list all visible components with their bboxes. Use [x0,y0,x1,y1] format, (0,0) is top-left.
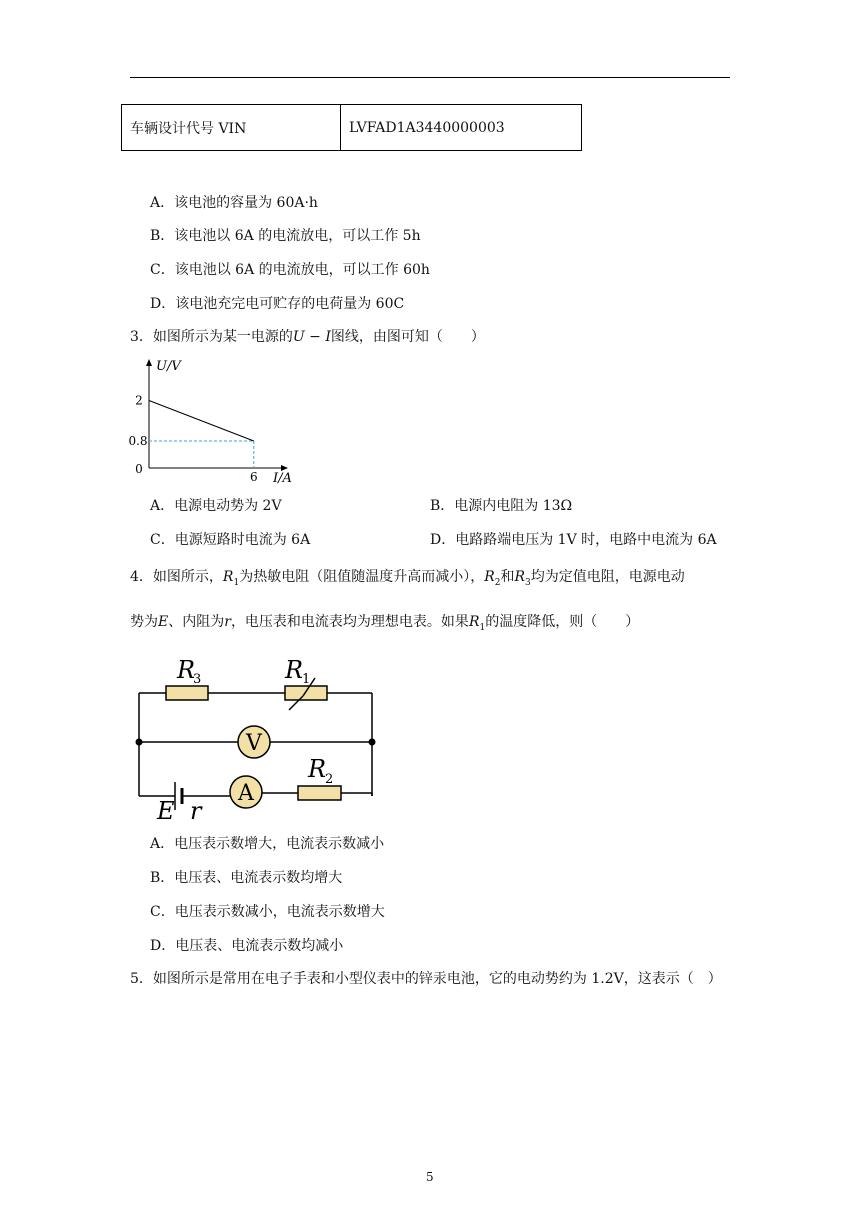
junction-dot [136,739,143,746]
symbol-r1: R [222,569,234,585]
q4-text: 4．如图所示， [130,569,223,585]
label-r1: R [285,656,304,684]
q3-stem [130,327,485,347]
header-rule [130,77,730,78]
q4-option-c: C．电压表示数减小，电流表示数增大 [150,904,385,920]
series-line [149,401,254,442]
label-r1-sub: 1 [302,672,311,687]
symbol-e: E [158,614,169,630]
q2-option-a: A．该电池的容量为 60A·h [150,195,318,211]
q4-text: 和 [500,569,515,585]
q3-option-c: C．电源短路时电流为 6A [150,532,311,548]
q4-text: 的温度降低，则（ ） [485,614,640,630]
q4-option-b: B．电压表、电流表示数均增大 [150,870,343,886]
q5-stem: 5．如图所示是常用在电子手表和小型仪表中的锌汞电池，它的电动势约为 1.2V，这表示（ ） [130,971,722,987]
q3-stem-mid: 图线，由图可知（ ） [330,329,485,345]
subscript-3: 3 [525,577,531,588]
label-e: E [157,797,175,825]
u-i-graph [125,352,300,487]
vehicle-info-table [121,104,582,151]
q2-option-d: D．该电池充完电可贮存的电荷量为 60C [150,296,405,312]
page-number: 5 [426,1170,434,1184]
y-tick-label-0-8: 0.8 [128,434,148,448]
symbol-r: r [224,614,231,630]
subscript-2: 2 [494,577,501,588]
label-a: A [238,781,254,806]
x-tick-label-6: 6 [249,470,258,484]
symbol-r2: R [484,569,495,585]
q4-text: ，电压表和电流表均为理想电表。如果 [230,614,469,630]
y-tick-label-2: 2 [135,393,143,408]
q3-option-b: B．电源内电阻为 13Ω [430,498,573,514]
q4-stem-line-1 [130,567,685,593]
label-v: V [246,731,262,756]
symbol-r3: R [514,569,526,585]
table-row [122,105,582,151]
q4-option-a: A．电压表示数增大，电流表示数减小 [150,836,385,852]
label-r2-sub: 2 [325,772,334,787]
junction-dot [369,739,376,746]
label-r3-sub: 3 [193,672,202,687]
resistor-r2 [298,786,341,800]
table-label-cell: 车辆设计代号 VIN [122,105,341,151]
subscript-1: 1 [479,622,486,633]
y-axis-label: U/V [156,359,181,374]
symbol-u: U [292,329,305,345]
q2-option-b: B．该电池以 6A 的电流放电，可以工作 5h [150,228,421,244]
q3-stem-pre: 3．如图所示为某一电源的 [130,329,293,345]
origin-label: 0 [135,462,143,476]
table-value-cell: LVFAD1A3440000003 [341,105,582,151]
q4-text: 、内阻为 [168,614,225,630]
q4-text: 均为定值电阻，电源电动 [530,569,685,585]
symbol-r1: R [468,614,480,630]
label-r2: R [308,755,327,783]
q4-option-d: D．电压表、电流表示数均减小 [150,938,344,954]
x-axis-label: I/A [273,471,292,486]
q2-option-c: C．该电池以 6A 的电流放电，可以工作 60h [150,262,430,278]
label-r: r [190,797,202,825]
circuit-diagram [125,650,390,825]
q3-option-d: D．电路路端电压为 1V 时，电路中电流为 6A [430,532,717,548]
q4-stem-line-2 [130,612,639,638]
q3-option-a: A．电源电动势为 2V [150,498,282,514]
symbol-i: I [325,329,331,345]
q4-text: 为热敏电阻（阻值随温度升高而减小）， [239,569,485,585]
resistor-r3 [166,686,208,700]
subscript-1: 1 [233,577,240,588]
q4-text: 势为 [130,614,158,630]
thermistor-r1 [285,686,327,700]
symbol-minus: − [304,329,326,345]
label-r3: R [177,656,196,684]
